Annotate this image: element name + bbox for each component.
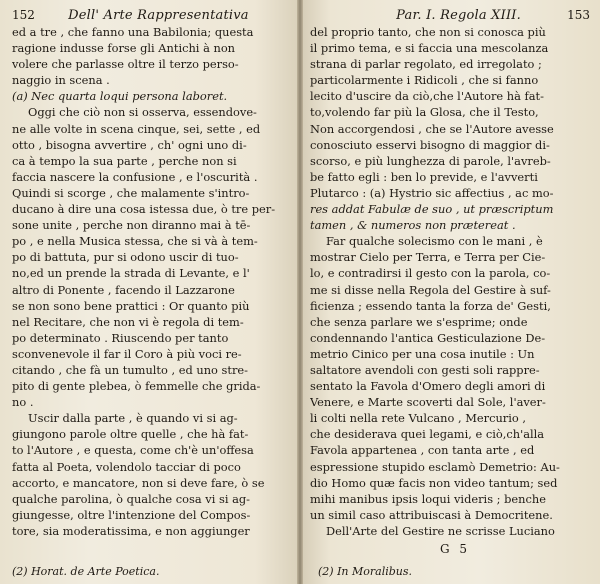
right-page xyxy=(300,0,600,584)
left-running-title: Dell' Arte Rappresentativa xyxy=(68,8,249,23)
text-line: che senza parlare we s'esprime; onde xyxy=(310,314,528,329)
text-line: sone unite , perche non diranno mai à tē- xyxy=(12,218,251,233)
text-line: ne alle volte in scena cinque, sei, sette , ed xyxy=(12,121,261,136)
text-line: me si disse nella Regola del Gestire à suf- xyxy=(310,282,551,297)
text-line: scorso, e più lunghezza di parole, l'avreb- xyxy=(310,153,551,168)
text-line: particolarmente i Ridicoli , che si fanno xyxy=(310,73,539,88)
text-line: tamen , & numeros non prætereat . xyxy=(310,218,516,233)
text-line: citando , che fà un tumulto , ed uno stre- xyxy=(12,362,248,377)
left-page-number: 152 xyxy=(12,8,35,22)
text-line: nel Recitare, che non vi è regola di tem- xyxy=(12,314,244,329)
text-line: sentato la Favola d'Omero degli amori di xyxy=(310,379,546,394)
text-line: qualche parolina, ò qualche cosa vi si ag- xyxy=(12,491,251,506)
text-line: otto , bisogna avvertire , ch' ogni uno di- xyxy=(12,137,247,152)
text-line: to,volendo far più la Glosa, che il Testo, xyxy=(310,105,539,120)
text-line: sconvenevole il far il Coro à più voci re- xyxy=(12,346,242,361)
right-running-title: Par. I. Regola XIII. xyxy=(396,8,521,23)
text-line: Quindi si scorge , che malamente s'intro- xyxy=(12,185,250,200)
text-line: il primo tema, e si faccia una mescolanza xyxy=(310,41,549,56)
text-line: Dell'Arte del Gestire ne scrisse Luciano xyxy=(326,523,555,538)
text-line: se non sono bene prattici : Or quanto più xyxy=(12,298,250,313)
text-line: res addat Fabulæ de suo , ut præscriptum xyxy=(310,202,554,217)
text-line: ragione indusse forse gli Antichi à non xyxy=(12,41,236,56)
text-line: condennando l'antica Gesticulazione De- xyxy=(310,330,546,345)
text-line: li colti nella rete Vulcano , Mercurio , xyxy=(310,411,526,426)
text-line: Venere, e Marte scoverti dal Sole, l'aver- xyxy=(310,395,546,410)
left-running-head xyxy=(12,8,292,24)
left-footnote: (2) Horat. de Arte Poetica. xyxy=(12,565,160,578)
text-line: to l'Autore , e questa, come ch'è un'offesa xyxy=(12,443,254,458)
signature-mark: G 5 xyxy=(440,542,471,556)
text-line: che desiderava quei legami, e ciò,ch'alla xyxy=(310,427,545,442)
text-line: accorto, e mancatore, non si deve fare, ò se xyxy=(12,475,265,490)
text-line: (a) Nec quarta loqui persona laboret. xyxy=(12,89,228,104)
text-line: saltatore avendoli con gesti soli rappre- xyxy=(310,362,540,377)
text-line: po , e nella Musica stessa, che si và à tem- xyxy=(12,234,258,249)
text-line: strana di parlar regolato, ed irregolato ; xyxy=(310,57,542,72)
text-line: be fatto egli : ben lo previde, e l'avverti xyxy=(310,169,538,184)
text-line: conosciuto esservi bisogno di maggior di- xyxy=(310,137,550,152)
text-line: faccia nascere la confusione , e l'oscurità . xyxy=(12,169,258,184)
text-line: fatta al Poeta, volendolo tacciar di poco xyxy=(12,459,241,474)
text-line: Non accorgendosi , che se l'Autore avesse xyxy=(310,121,554,136)
text-line: ducano à dire una cosa istessa due, ò tre per- xyxy=(12,202,276,217)
right-footnote: (2) In Moralibus. xyxy=(318,565,413,578)
text-line: po di battuta, pur si odono uscir di tuo- xyxy=(12,250,239,265)
text-line: giungesse, oltre l'intenzione del Compos- xyxy=(12,507,251,522)
text-line: del proprio tanto, che non si conosca più xyxy=(310,25,546,39)
text-line: no . xyxy=(12,395,34,410)
text-line: ficienza ; essendo tanta la forza de' Gesti, xyxy=(310,298,551,313)
text-line: tore, sia moderatissima, e non aggiunger xyxy=(12,523,250,538)
text-line: mostrar Cielo per Terra, e Terra per Cie- xyxy=(310,250,546,265)
text-line: espressione stupido esclamò Demetrio: Au- xyxy=(310,459,560,474)
text-line: ed a tre , che fanno una Babilonia; questa xyxy=(12,25,254,39)
text-line: lecito d'uscire da ciò,che l'Autore hà fat- xyxy=(310,89,544,104)
text-line: giungono parole oltre quelle , che hà fat- xyxy=(12,427,249,442)
text-line: po determinato . Riuscendo per tanto xyxy=(12,330,229,345)
text-line: Far qualche solecismo con le mani , è xyxy=(326,234,543,249)
text-line: Plutarco : (a) Hystrio sic affectius , ac mo- xyxy=(310,185,554,200)
text-line: lo, e contradirsi il gesto con la parola, co- xyxy=(310,266,551,281)
text-line: ca à tempo la sua parte , perche non si xyxy=(12,153,237,168)
right-body-text xyxy=(310,24,590,539)
text-line: Favola appartenea , con tanta arte , ed xyxy=(310,443,535,458)
right-page-number: 153 xyxy=(567,8,590,22)
book-gutter xyxy=(297,0,303,584)
text-line: altro di Ponente , facendo il Lazzarone xyxy=(12,282,235,297)
text-line: volere che parlasse oltre il terzo perso- xyxy=(12,57,239,72)
text-line: no,ed un prende la strada di Levante, e l' xyxy=(12,266,250,281)
text-line: Uscir dalla parte , è quando vi si ag- xyxy=(28,411,238,426)
left-body-text xyxy=(12,24,292,539)
text-line: pito di gente plebea, ò femmelle che grida- xyxy=(12,379,261,394)
text-line: mihi manibus ipsis loqui videris ; benche xyxy=(310,491,546,506)
text-line: metrio Cinico per una cosa inutile : Un xyxy=(310,346,535,361)
text-line: un simil caso attribuiscasi à Democritene. xyxy=(310,507,553,522)
text-line: dio Homo quæ facis non video tantum; sed xyxy=(310,475,558,490)
text-line: Oggi che ciò non si osserva, essendove- xyxy=(28,105,257,120)
text-line: naggio in scena . xyxy=(12,73,110,88)
right-running-head xyxy=(310,8,590,24)
